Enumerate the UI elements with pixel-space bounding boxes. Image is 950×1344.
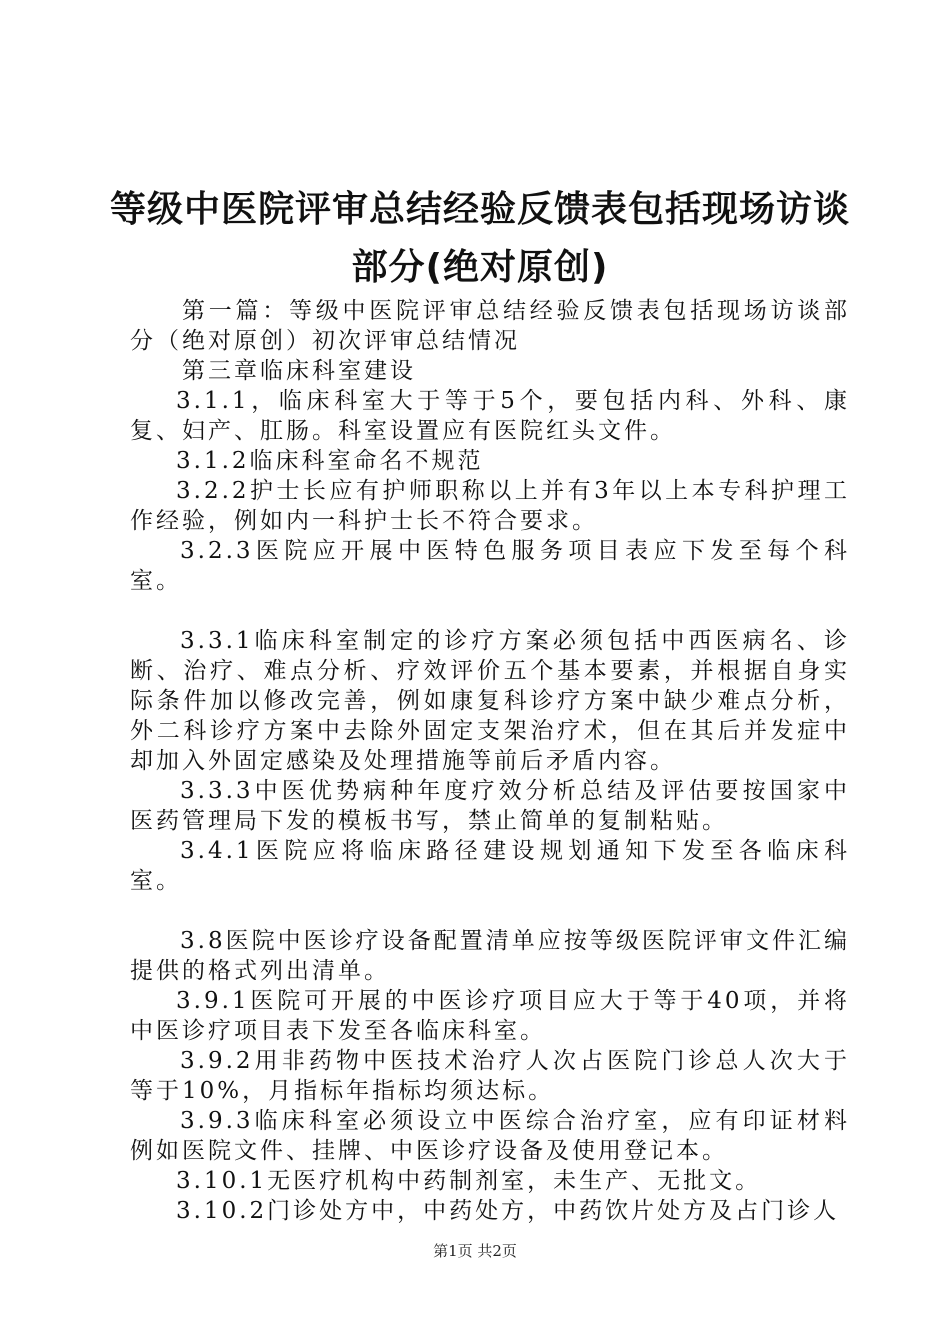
paragraph-3-9-1: 3.9.1医院可开展的中医诊疗项目应大于等于40项，并将中医诊疗项目表下发至各临床科室。	[130, 988, 850, 1044]
paragraph-chapter-heading: 第三章临床科室建设	[182, 358, 416, 384]
paragraph-3-4-1: 3.4.1医院应将临床路径建设规划通知下发至各临床科室。	[130, 838, 850, 894]
document-body	[130, 296, 850, 1226]
paragraph-3-2-2: 3.2.2护士长应有护师职称以上并有3年以上本专科护理工作经验，例如内一科护士长不符合要求。	[130, 478, 850, 534]
paragraph-3-9-2: 3.9.2用非药物中医技术治疗人次占医院门诊总人次大于等于10%，月指标年指标均须达标。	[130, 1048, 850, 1104]
paragraph-3-8: 3.8医院中医诊疗设备配置清单应按等级医院评审文件汇编提供的格式列出清单。	[130, 928, 850, 984]
paragraph-3-1-2: 3.1.2临床科室命名不规范	[176, 448, 484, 474]
document-title-line-1: 等级中医院评审总结经验反馈表包括现场访谈	[110, 189, 851, 230]
paragraph-3-10-1: 3.10.1无医疗机构中药制剂室，未生产、无批文。	[176, 1168, 762, 1194]
paragraph-intro: 第一篇：等级中医院评审总结经验反馈表包括现场访谈部分（绝对原创）初次评审总结情况	[130, 298, 850, 354]
paragraph-3-9-3: 3.9.3临床科室必须设立中医综合治疗室，应有印证材料例如医院文件、挂牌、中医诊疗设备及使用登记本。	[130, 1108, 850, 1164]
paragraph-3-10-2: 3.10.2门诊处方中，中药处方，中药饮片处方及占门诊人	[176, 1198, 840, 1224]
paragraph-3-1-1: 3.1.1，临床科室大于等于5个，要包括内科、外科、康复、妇产、肛肠。科室设置应有医院红头文件。	[130, 388, 850, 444]
page-footer: 第1页 共2页	[433, 1242, 517, 1260]
document-title-line-2: 部分(绝对原创)	[351, 247, 609, 288]
paragraph-3-2-3: 3.2.3医院应开展中医特色服务项目表应下发至每个科室。	[130, 538, 850, 594]
paragraph-3-3-3: 3.3.3中医优势病种年度疗效分析总结及评估要按国家中医药管理局下发的模板书写，禁止简单的复制粘贴。	[130, 778, 850, 834]
paragraph-3-3-1: 3.3.1临床科室制定的诊疗方案必须包括中西医病名、诊断、治疗、难点分析、疗效评价五个基本要素，并根据自身实际条件加以修改完善，例如康复科诊疗方案中缺少难点分析，外二科诊疗方案中去除外固定支架治疗术，但在其后并发症中却加入外固定感染及处理措施等前后矛盾内容。	[130, 628, 850, 774]
